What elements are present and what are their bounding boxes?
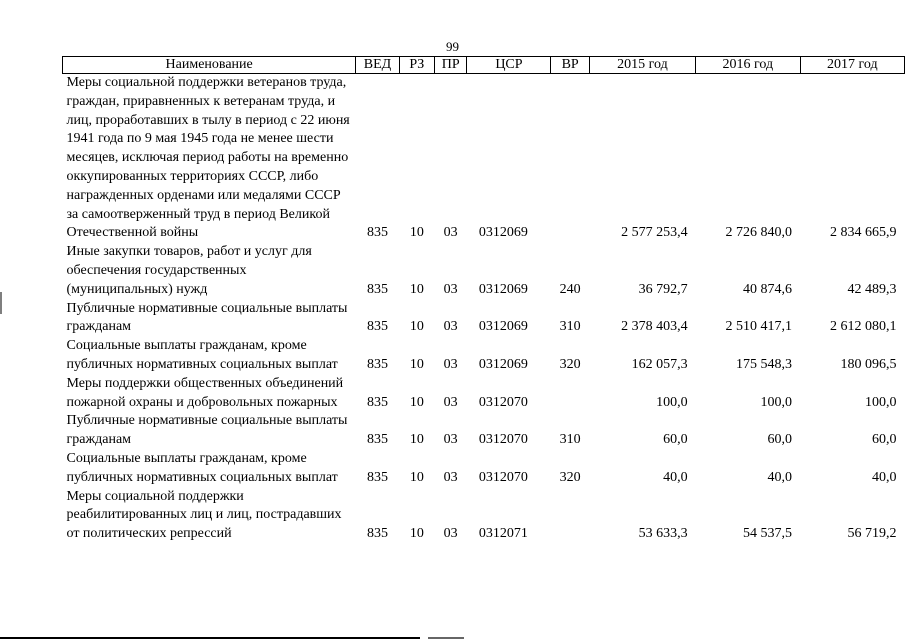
row-name: Публичные нормативные социальные выплаты гражданам [66, 300, 348, 335]
row-2017: 100,0 [865, 394, 897, 410]
row-rz: 10 [409, 394, 424, 410]
row-ved: 835 [367, 394, 388, 410]
scan-edge-line [428, 637, 464, 639]
row-vr [551, 375, 589, 413]
row-pr: 03 [443, 432, 458, 448]
row-rz: 10 [409, 469, 424, 485]
budget-table [62, 56, 905, 544]
table-row [63, 375, 905, 413]
row-csr: 0312069 [478, 356, 528, 372]
row-2016: 2 510 417,1 [725, 319, 793, 335]
row-2016: 40,0 [767, 469, 793, 485]
row-vr: 240 [559, 281, 581, 297]
row-2017: 40,0 [872, 469, 897, 485]
row-rz: 10 [409, 319, 424, 335]
row-2017: 2 834 665,9 [830, 225, 897, 241]
row-ved: 835 [367, 225, 388, 241]
row-csr: 0312070 [478, 469, 528, 485]
row-2015: 53 633,3 [638, 526, 688, 542]
row-2016: 40 874,6 [743, 281, 793, 297]
row-csr: 0312070 [478, 432, 528, 448]
row-2015: 2 378 403,4 [621, 319, 688, 335]
row-pr: 03 [443, 526, 458, 542]
header-2017: 2017 год [800, 57, 904, 74]
table-row [63, 74, 905, 244]
page-number: 99 [446, 39, 459, 54]
row-vr: 320 [559, 469, 581, 485]
row-pr: 03 [443, 319, 458, 335]
row-name: Публичные нормативные социальные выплаты гражданам [66, 413, 348, 448]
row-vr: 320 [559, 356, 581, 372]
table-header [63, 57, 905, 74]
row-ved: 835 [367, 469, 388, 485]
header-vr: ВР [551, 57, 589, 74]
header-csr: ЦСР [467, 57, 551, 74]
row-rz: 10 [409, 225, 424, 241]
scan-edge-line [0, 292, 2, 314]
table-row [63, 337, 905, 375]
row-2017: 56 719,2 [847, 526, 897, 542]
row-2017: 180 096,5 [840, 356, 897, 372]
row-name: Меры социальной поддержки ветеранов труда, граждан, приравненных к ветеранам труда, и лиц, проработавших в тылу в период с 22 июня 1941 года по 9 мая 1945 года не менее шести месяцев, исключая период работы на временно оккупированных территориях СССР, либо награжденных орденами или медалями СССР за самоотверженный труд в период Великой Отечественной войны [66, 75, 350, 241]
row-csr: 0312071 [478, 526, 528, 542]
row-ved: 835 [367, 281, 388, 297]
row-ved: 835 [367, 526, 388, 542]
header-rz: РЗ [399, 57, 434, 74]
row-csr: 0312069 [478, 319, 528, 335]
row-ved: 835 [367, 356, 388, 372]
header-2015: 2015 год [589, 57, 695, 74]
row-pr: 03 [443, 356, 458, 372]
row-2015: 60,0 [663, 432, 688, 448]
header-pr: ПР [434, 57, 466, 74]
scan-edge-line [0, 637, 420, 639]
row-2017: 42 489,3 [847, 281, 897, 297]
row-ved: 835 [367, 432, 388, 448]
row-rz: 10 [409, 432, 424, 448]
table-row [63, 488, 905, 544]
row-2015: 40,0 [663, 469, 688, 485]
header-2016: 2016 год [696, 57, 800, 74]
row-vr [551, 488, 589, 544]
row-name: Меры социальной поддержки реабилитированных лиц и лиц, пострадавших от политических репрессий [66, 488, 342, 542]
table-row [63, 300, 905, 338]
header-row [63, 57, 905, 74]
row-pr: 03 [443, 469, 458, 485]
table-row [63, 450, 905, 488]
row-pr: 03 [443, 394, 458, 410]
row-2016: 60,0 [767, 432, 793, 448]
row-csr: 0312069 [478, 225, 528, 241]
row-2015: 162 057,3 [631, 356, 688, 372]
row-rz: 10 [409, 281, 424, 297]
row-name: Иные закупки товаров, работ и услуг для обеспечения государственных (муниципальных) нужд [66, 244, 312, 297]
table-row [63, 243, 905, 299]
row-2017: 60,0 [872, 432, 897, 448]
row-csr: 0312070 [478, 394, 528, 410]
row-2015: 2 577 253,4 [621, 225, 688, 241]
row-name: Меры поддержки общественных объединений пожарной охраны и добровольных пожарных [66, 375, 344, 410]
row-2015: 100,0 [656, 394, 688, 410]
row-rz: 10 [409, 526, 424, 542]
row-vr [551, 74, 589, 244]
row-2016: 175 548,3 [736, 356, 793, 372]
table-body [63, 74, 905, 544]
row-pr: 03 [443, 225, 458, 241]
row-2016: 100,0 [760, 394, 793, 410]
header-name: Наименование [63, 57, 356, 74]
row-rz: 10 [409, 356, 424, 372]
row-vr: 310 [559, 319, 581, 335]
row-csr: 0312069 [478, 281, 528, 297]
row-2016: 54 537,5 [743, 526, 793, 542]
row-name: Социальные выплаты гражданам, кроме публичных нормативных социальных выплат [66, 450, 338, 485]
row-pr: 03 [443, 281, 458, 297]
row-2017: 2 612 080,1 [830, 319, 897, 335]
row-2016: 2 726 840,0 [725, 225, 793, 241]
row-name: Социальные выплаты гражданам, кроме публичных нормативных социальных выплат [66, 338, 338, 372]
row-ved: 835 [367, 319, 388, 335]
header-ved: ВЕД [356, 57, 399, 74]
table-row [63, 412, 905, 450]
row-2015: 36 792,7 [638, 281, 688, 297]
row-vr: 310 [559, 432, 581, 448]
